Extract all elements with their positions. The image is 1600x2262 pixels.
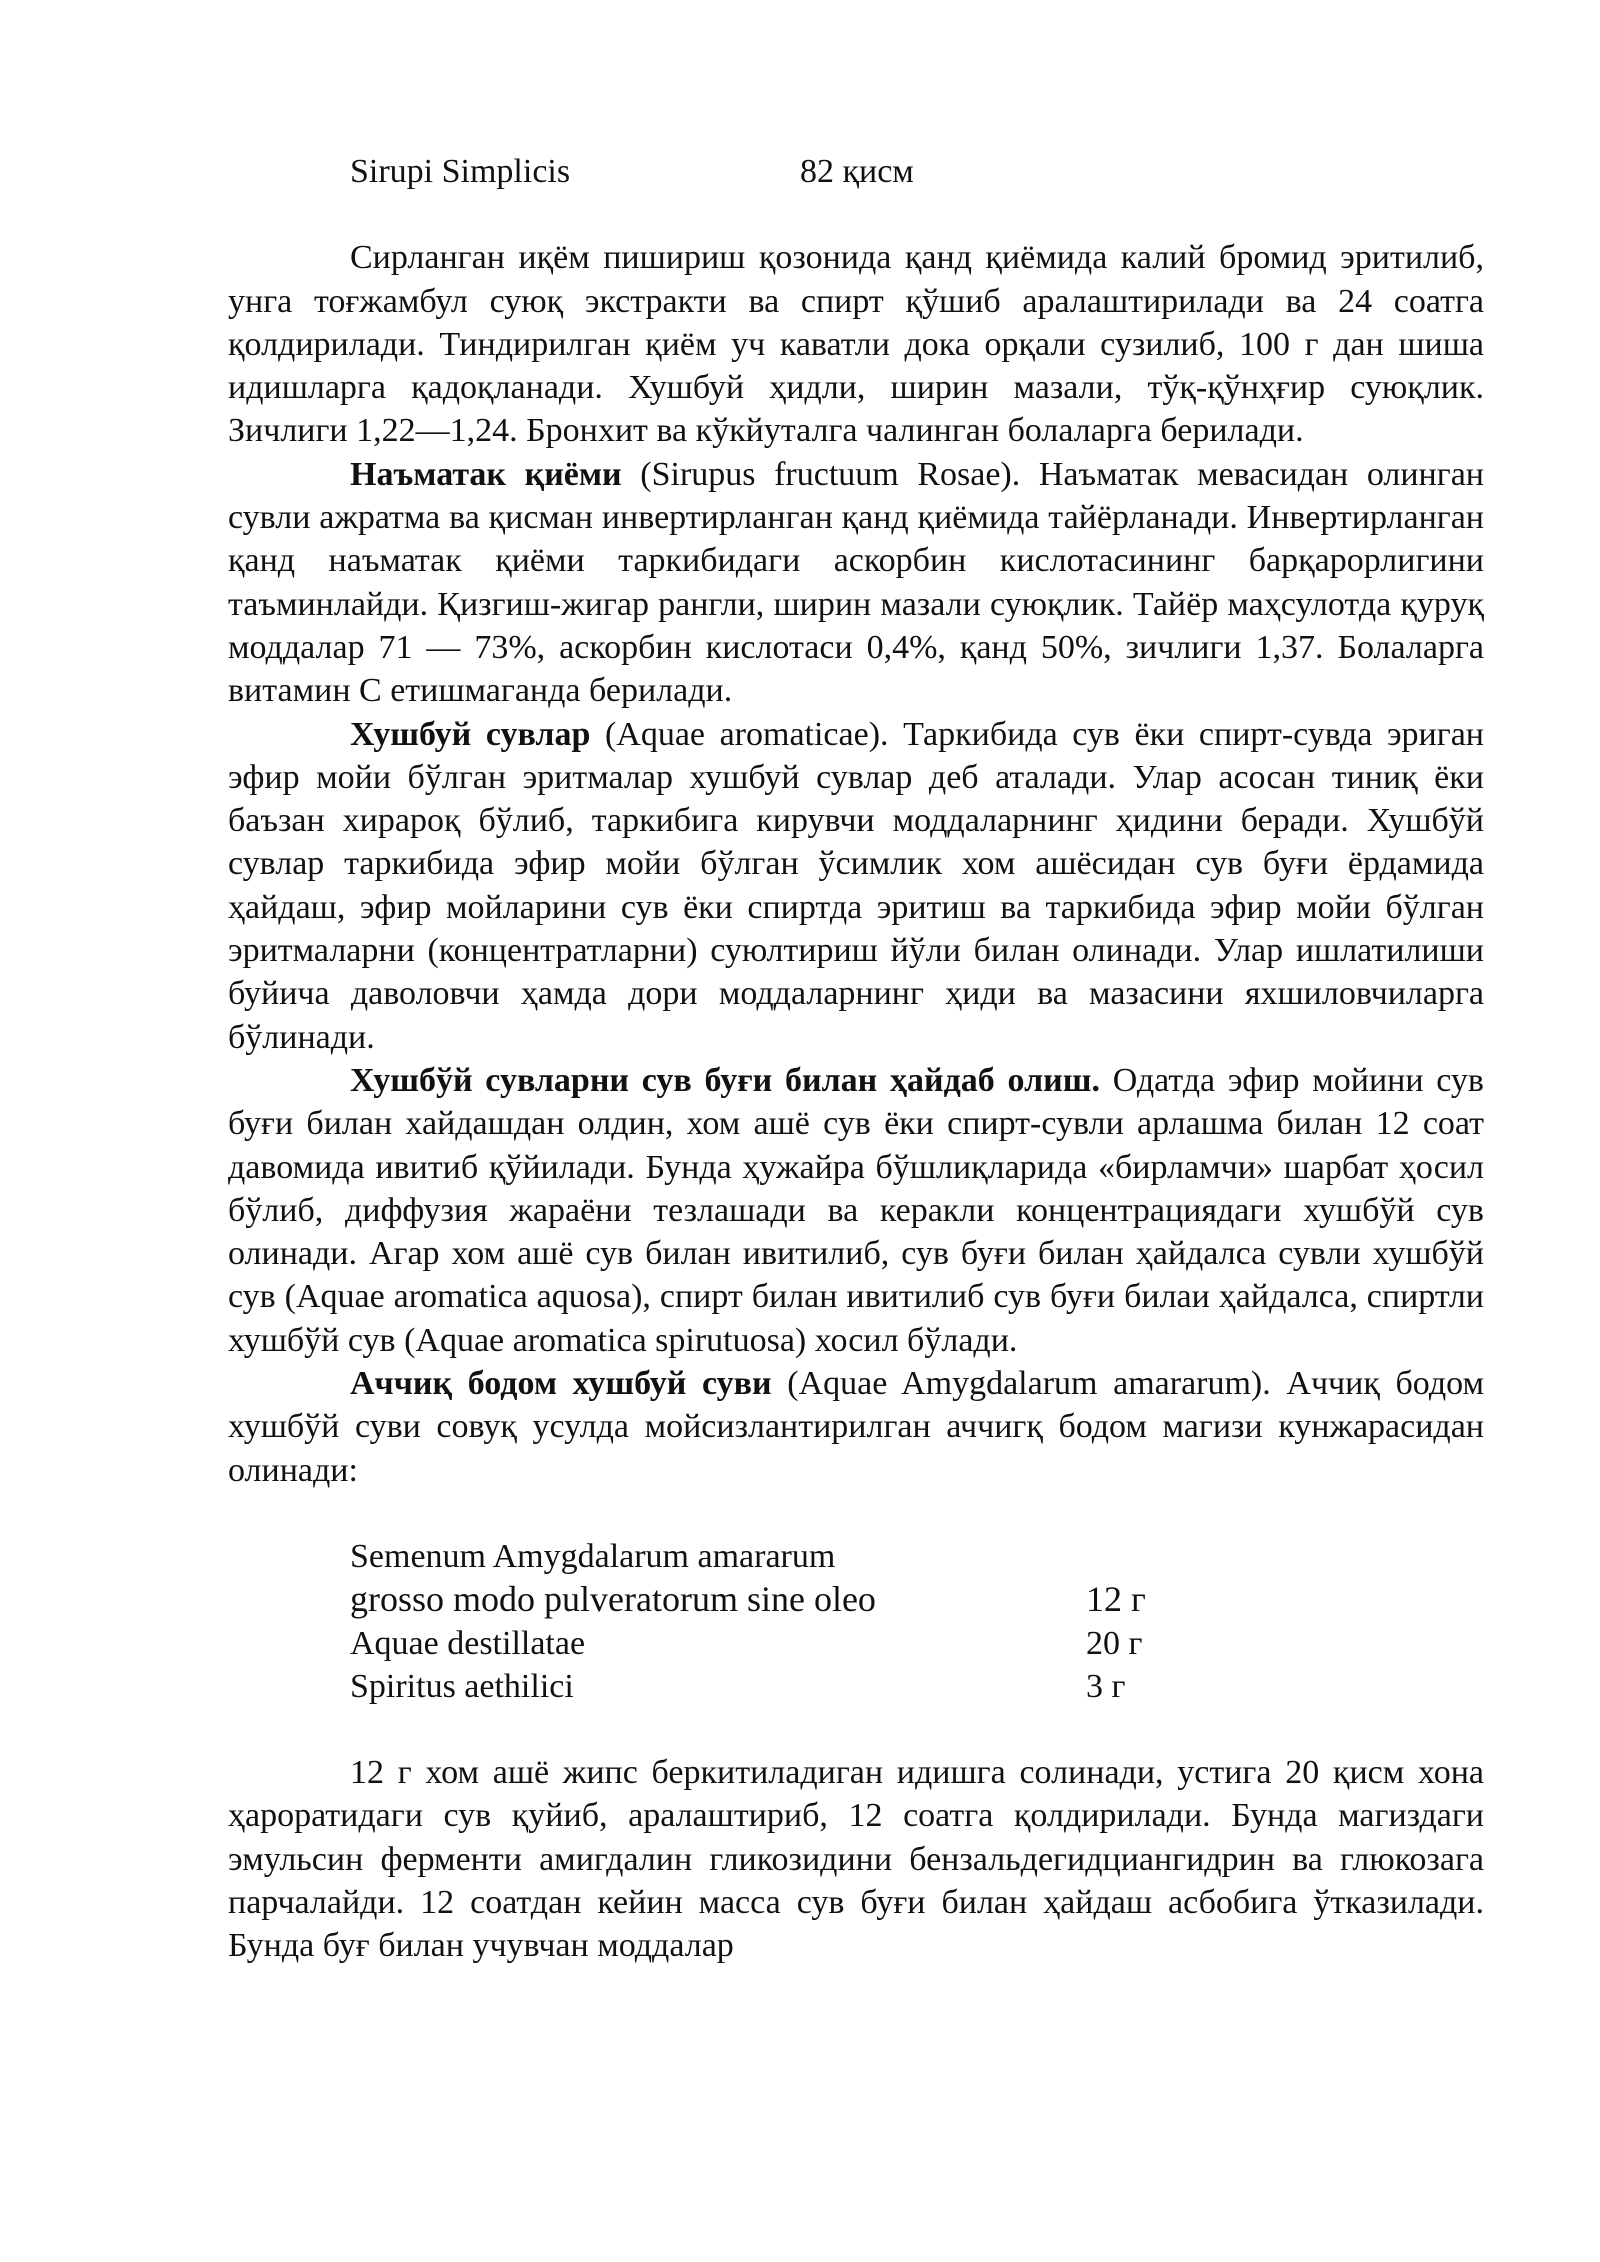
paragraph-aromatic-waters: [228, 713, 1484, 1059]
recipe-ingredient-qty: 12 г: [1086, 1579, 1146, 1620]
recipe-ingredient-qty: 82 қисм: [800, 153, 914, 190]
recipe-simplicis-line: [350, 150, 1484, 193]
paragraph-heading: Хушбўй сувларни сув буғи билан ҳайдаб олиш.: [350, 1061, 1100, 1099]
recipe-ingredient-name: Spiritus aethilici: [350, 1667, 574, 1705]
document-page: [228, 150, 1484, 1968]
paragraph-procedure: [228, 1751, 1484, 1967]
paragraph-heading: Хушбуй сувлар: [350, 715, 591, 753]
recipe-ingredient-name: Aquae destillatae: [350, 1624, 586, 1662]
recipe-ingredient-qty: 3 г: [1086, 1667, 1126, 1705]
paragraph-heading: Наъматак қиёми: [350, 455, 622, 493]
recipe-ingredient-name: Sirupi Simplicis: [350, 153, 571, 190]
recipe-line: [350, 1578, 1484, 1621]
recipe-line: [350, 1622, 1484, 1665]
paragraph-text: Сирланган иқём пишириш қозонида қанд қиёмида калий бромид эритилиб, унга тоғжамбул суюқ экстракти ва спирт қўшиб аралаштирилади ва 24 соатга қолдирилади. Тиндирилган қиём уч каватли дока орқали сузилиб, 100 г дан шиша идишларга қадоқланади. Хушбуй ҳидли, ширин мазали, тўқ-қўнҳғир суюқлик. Зичлиги 1,22—1,24. Бронхит ва кўкйуталга чалинган болаларга берилади.: [228, 239, 1484, 450]
recipe-bitter-almond: [228, 1535, 1484, 1708]
paragraph-rosehip-syrup: [228, 453, 1484, 713]
paragraph-text: (Aquae aromaticae). Таркибида сув ёки спирт-сувда эриган эфир мойи бўлган эритмалар хушбуй сувлар деб аталади. Улар асосан тиниқ ёки баъзан хирароқ бўлиб, таркибига кирувчи моддаларнинг ҳидини беради. Хушбўй сувлар таркибида эфир мойи бўлган ўсимлик хом ашёсидан сув буғи ёрдамида ҳайдаш, эфир мойларини сув ёки спиртда эритиш ва таркибида эфир мойи бўлган эритмаларни (концентратларни) суюлтириш йўли билан олинади. Улар ишлатилиши буйича даволовчи ҳамда дори моддаларнинг ҳиди ва мазасини яхшиловчиларга бўлинади.: [228, 715, 1484, 1056]
paragraph-text: 12 г хом ашё жипс беркитиладиган идишга солинади, устига 20 қисм хона ҳароратидаги сув қуйиб, аралаштириб, 12 соатга қолдирилади. Бунда магиздаги эмульсин ферменти амигдалин гликозидини бензальдегидциангидрин ва глюкозага парчалайди. 12 соатдан кейин масса сув буғи билан ҳайдаш асбобига ўтказилади. Бунда буғ билан учувчан моддалар: [228, 1754, 1484, 1965]
recipe-line: [350, 1665, 1484, 1708]
paragraph-syrup-preparation: [228, 236, 1484, 452]
recipe-line: [350, 1535, 1484, 1578]
recipe-ingredient-name: Semenum Amygdalarum amararum: [350, 1537, 836, 1575]
paragraph-bitter-almond-water: [228, 1362, 1484, 1492]
paragraph-text: Одатда эфир мойини сув буғи билан хайдашдан олдин, хом ашё сув ёки спирт-сувли арлашма билан 12 соат давомида ивитиб қўйилади. Бунда ҳужайра бўшлиқларида «бирламчи» шарбат ҳосил бўлиб, диффузия жараёни тезлашади ва керакли концентрациядаги хушбўй сув олинади. Агар хом ашё сув билан ивитилиб, сув буғи билан ҳайдалса сувли хушбўй сув (Aquae aromatica aquosa), спирт билан ивитилиб сув буғи билаи ҳайдалса, спиртли хушбўй сув (Aquae aromatica spirutuosa) хосил бўлади.: [228, 1061, 1484, 1359]
recipe-ingredient-qty: 20 г: [1086, 1624, 1143, 1662]
paragraph-heading: Аччиқ бодом хушбуй суви: [350, 1365, 772, 1403]
paragraph-steam-distillation: [228, 1059, 1484, 1362]
recipe-ingredient-name: grosso modo pulveratorum sine oleo: [350, 1579, 876, 1620]
paragraph-text: (Aquae Amygdalarum amararum). Аччиқ бодом хушбўй суви совуқ усулда мойсизлантирилган аччигқ бодом магизи кунжарасидан олинади:: [228, 1365, 1484, 1489]
paragraph-text: (Sirupus fructuum Rosae). Наъматак мевасидан олинган сувли ажратма ва қисман инвертирланган қанд қиёмида тайёрланади. Инвертирланган қанд наъматак қиёми таркибидаги аскорбин кислотасининг барқарорлигини таъминлайди. Қизгиш-жигар рангли, ширин мазали суюқлик. Тайёр маҳсулотда қуруқ моддалар 71 — 73%, аскорбин кислотаси 0,4%, қанд 50%, зичлиги 1,37. Болаларга витамин С етишмаганда берилади.: [228, 455, 1484, 710]
